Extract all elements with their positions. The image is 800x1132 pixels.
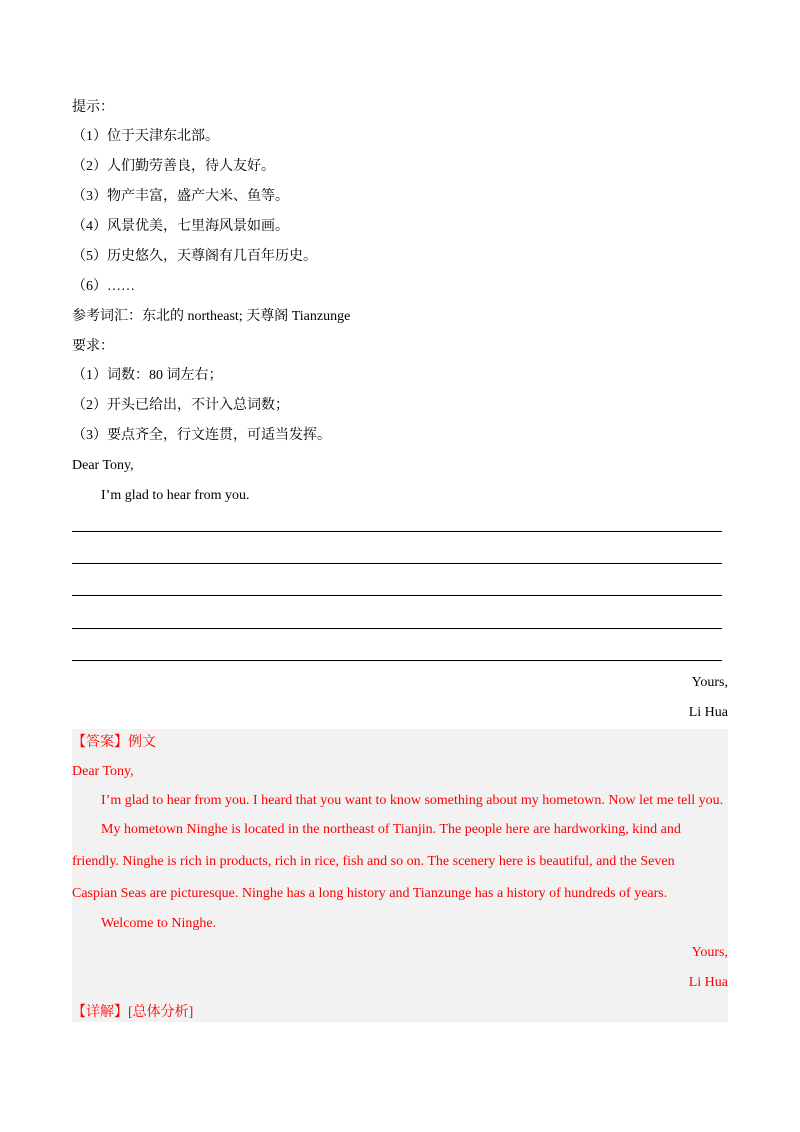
writing-line — [72, 531, 722, 532]
answer-label: 【答案】例文 — [72, 735, 156, 750]
hint-item: （4）风景优美，七里海风景如画。 — [72, 219, 289, 234]
vocabulary-reference: 参考词汇：东北的 northeast; 天尊阁 Tianzunge — [72, 309, 351, 324]
answer-paragraph-line: I’m glad to hear from you. I heard that you want to know something about my hometown. Now let me tell you. — [101, 793, 724, 808]
writing-line — [72, 595, 722, 596]
answer-paragraph-line: friendly. Ninghe is rich in products, rich in rice, fish and so on. The scenery here is beautiful, and the Seven — [72, 854, 675, 869]
letter-signature: Li Hua — [688, 705, 728, 720]
requirement-item: （3）要点齐全，行文连贯，可适当发挥。 — [72, 428, 331, 443]
letter-greeting: Dear Tony, — [72, 458, 134, 473]
answer-paragraph-line: My hometown Ninghe is located in the northeast of Tianjin. The people here are hardworking, kind and — [101, 822, 681, 837]
analysis-label: 【详解】[总体分析] — [72, 1005, 194, 1020]
letter-closing: Yours, — [691, 675, 728, 690]
answer-signature: Li Hua — [688, 975, 728, 990]
requirement-item: （1）词数：80 词左右； — [72, 368, 223, 383]
writing-line — [72, 660, 722, 661]
writing-line — [72, 628, 722, 629]
letter-opening: I’m glad to hear from you. — [101, 488, 250, 503]
hint-item: （2）人们勤劳善良，待人友好。 — [72, 159, 275, 174]
answer-greeting: Dear Tony, — [72, 764, 134, 779]
requirements-label: 要求： — [72, 339, 114, 354]
answer-paragraph-line: Caspian Seas are picturesque. Ninghe has a long history and Tianzunge has a history of hundreds of years. — [72, 886, 668, 901]
hint-item: （3）物产丰富，盛产大米、鱼等。 — [72, 189, 289, 204]
writing-line — [72, 563, 722, 564]
hint-item: （1）位于天津东北部。 — [72, 129, 219, 144]
hints-label: 提示： — [72, 100, 114, 115]
hint-item: （5）历史悠久，天尊阁有几百年历史。 — [72, 249, 317, 264]
answer-section — [72, 729, 728, 1022]
requirement-item: （2）开头已给出，不计入总词数； — [72, 398, 289, 413]
hint-item: （6）…… — [72, 279, 135, 294]
answer-closing: Yours, — [691, 945, 728, 960]
answer-paragraph-line: Welcome to Ninghe. — [101, 916, 217, 931]
